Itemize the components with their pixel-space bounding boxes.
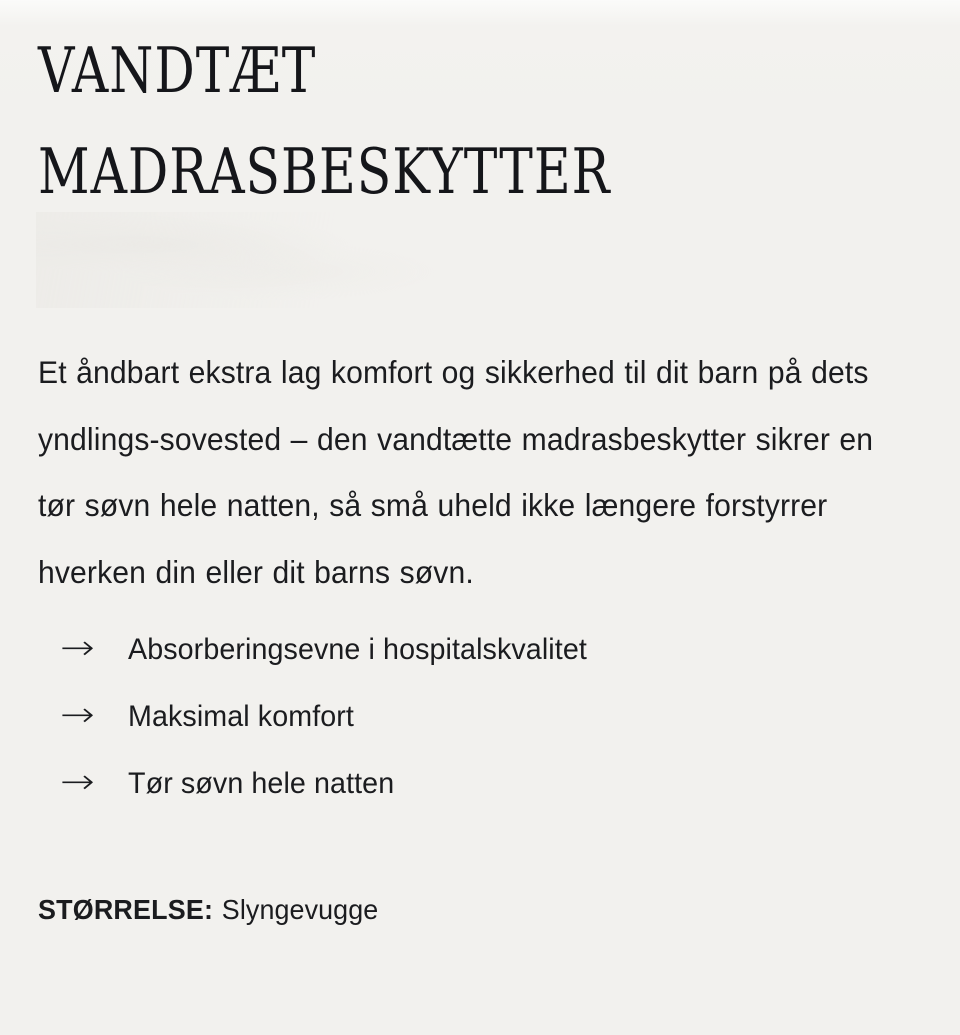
feature-label: Tør søvn hele natten: [128, 767, 395, 800]
feature-list-item: [38, 762, 922, 832]
feature-label: Absorberingsevne i hospitalskvalitet: [128, 633, 587, 666]
arrow-right-icon: →: [60, 762, 95, 802]
size-value: Slyngevugge: [221, 894, 379, 925]
feature-label: Maksimal komfort: [128, 700, 354, 733]
size-row: [38, 832, 887, 926]
feature-list-item: [38, 695, 922, 765]
feature-list: [38, 605, 922, 832]
product-description: Et åndbart ekstra lag komfort og sikkerhed til dit barn på dets yndlings-sovested – den vandtætte madrasbeskytter sikrer en tør søvn hele natten, så små uheld ikke længere forstyrrer hverken din eller dit barns søvn.: [38, 354, 874, 590]
feature-list-item: [38, 628, 922, 698]
page-title-line-2: MADRASBESKYTTER: [38, 135, 611, 208]
arrow-right-icon: →: [60, 628, 95, 668]
page-title: [38, 0, 745, 222]
size-label: STØRRELSE:: [38, 894, 214, 925]
arrow-right-icon: →: [60, 695, 95, 735]
page-title-line-1: VANDTÆT: [38, 34, 317, 107]
